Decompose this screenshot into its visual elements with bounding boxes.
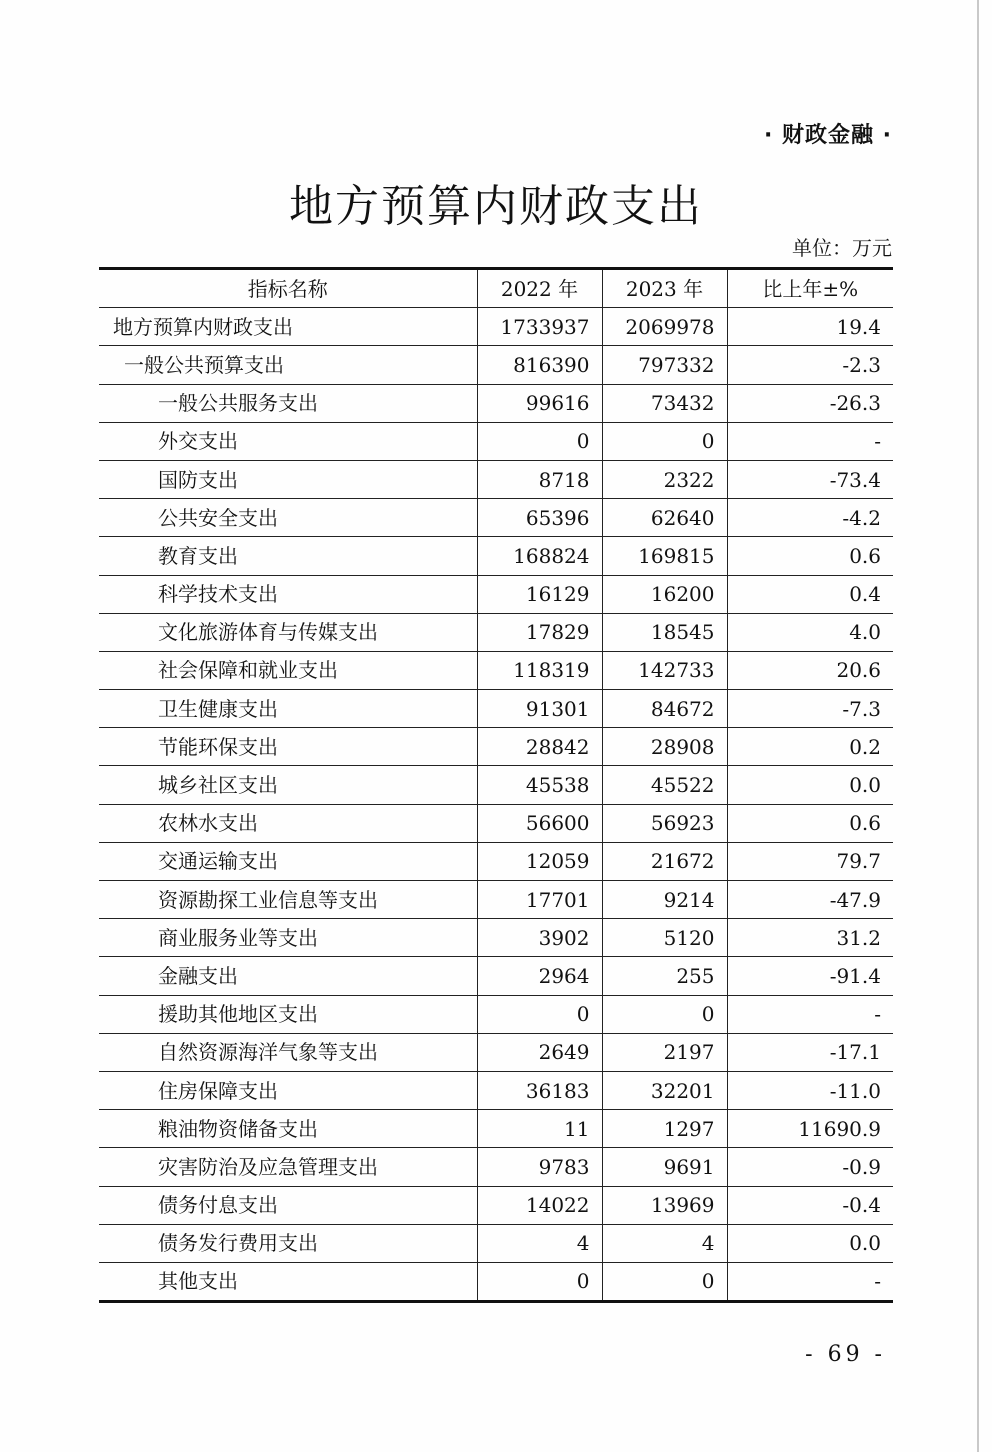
row-value-2022: 17701 (477, 881, 602, 919)
row-indicator-name: 债务付息支出 (99, 1186, 477, 1224)
row-indicator-name: 自然资源海洋气象等支出 (99, 1033, 477, 1071)
row-indicator-name: 节能环保支出 (99, 728, 477, 766)
expenditure-table (99, 267, 893, 1303)
row-change-percent: 0.4 (727, 575, 893, 613)
table-row (99, 1224, 893, 1262)
header-year-2023: 2023 年 (602, 269, 727, 308)
row-change-percent: 0.2 (727, 728, 893, 766)
row-value-2023: 5120 (602, 919, 727, 957)
table-row (99, 460, 893, 498)
row-value-2023: 0 (602, 995, 727, 1033)
table-row (99, 422, 893, 460)
row-value-2023: 32201 (602, 1071, 727, 1109)
row-value-2023: 2197 (602, 1033, 727, 1071)
row-value-2022: 45538 (477, 766, 602, 804)
row-change-percent: 31.2 (727, 919, 893, 957)
unit-label: 单位：万元 (792, 236, 892, 260)
table-row (99, 1262, 893, 1301)
row-change-percent: - (727, 1262, 893, 1301)
table-row (99, 1033, 893, 1071)
table-row (99, 1071, 893, 1109)
row-value-2023: 0 (602, 422, 727, 460)
row-change-percent: -0.4 (727, 1186, 893, 1224)
table-row (99, 881, 893, 919)
row-value-2023: 13969 (602, 1186, 727, 1224)
row-value-2022: 17829 (477, 613, 602, 651)
row-indicator-name: 资源勘探工业信息等支出 (99, 881, 477, 919)
page-number: - 69 - (805, 1342, 886, 1367)
row-value-2023: 169815 (602, 537, 727, 575)
page-title: 地方预算内财政支出 (289, 181, 703, 232)
row-value-2022: 2964 (477, 957, 602, 995)
row-value-2022: 65396 (477, 499, 602, 537)
header-year-2022: 2022 年 (477, 269, 602, 308)
row-value-2023: 797332 (602, 346, 727, 384)
row-indicator-name: 住房保障支出 (99, 1071, 477, 1109)
table-row (99, 804, 893, 842)
row-value-2023: 45522 (602, 766, 727, 804)
row-value-2022: 11 (477, 1110, 602, 1148)
row-value-2022: 168824 (477, 537, 602, 575)
row-change-percent: 0.0 (727, 1224, 893, 1262)
row-change-percent: 20.6 (727, 651, 893, 689)
row-value-2022: 99616 (477, 384, 602, 422)
row-change-percent: -91.4 (727, 957, 893, 995)
row-indicator-name: 公共安全支出 (99, 499, 477, 537)
row-change-percent: -17.1 (727, 1033, 893, 1071)
table-row (99, 766, 893, 804)
row-indicator-name: 农林水支出 (99, 804, 477, 842)
row-indicator-name: 一般公共预算支出 (99, 346, 477, 384)
row-value-2023: 4 (602, 1224, 727, 1262)
row-value-2023: 28908 (602, 728, 727, 766)
row-value-2023: 16200 (602, 575, 727, 613)
header-indicator-name: 指标名称 (247, 276, 328, 301)
row-indicator-name: 教育支出 (99, 537, 477, 575)
row-value-2022: 118319 (477, 651, 602, 689)
row-indicator-name: 粮油物资储备支出 (99, 1110, 477, 1148)
table-row (99, 384, 893, 422)
table-row (99, 919, 893, 957)
row-change-percent: -26.3 (727, 384, 893, 422)
row-indicator-name: 交通运输支出 (99, 842, 477, 880)
row-change-percent: 0.0 (727, 766, 893, 804)
row-change-percent: 0.6 (727, 537, 893, 575)
row-value-2022: 4 (477, 1224, 602, 1262)
table-row (99, 1186, 893, 1224)
row-value-2023: 2069978 (602, 308, 727, 346)
row-indicator-name: 商业服务业等支出 (99, 919, 477, 957)
row-indicator-name: 国防支出 (99, 460, 477, 498)
table-header-row (99, 269, 893, 308)
row-value-2023: 84672 (602, 690, 727, 728)
row-indicator-name: 卫生健康支出 (99, 690, 477, 728)
row-value-2022: 91301 (477, 690, 602, 728)
row-change-percent: 79.7 (727, 842, 893, 880)
row-value-2022: 36183 (477, 1071, 602, 1109)
row-value-2022: 14022 (477, 1186, 602, 1224)
row-indicator-name: 城乡社区支出 (99, 766, 477, 804)
table-row (99, 575, 893, 613)
row-value-2023: 73432 (602, 384, 727, 422)
row-change-percent: -2.3 (727, 346, 893, 384)
row-value-2023: 142733 (602, 651, 727, 689)
row-value-2022: 2649 (477, 1033, 602, 1071)
row-value-2023: 2322 (602, 460, 727, 498)
table-row (99, 537, 893, 575)
row-value-2022: 0 (477, 1262, 602, 1301)
row-change-percent: -4.2 (727, 499, 893, 537)
row-change-percent: -0.9 (727, 1148, 893, 1186)
row-value-2023: 1297 (602, 1110, 727, 1148)
table-row (99, 651, 893, 689)
row-value-2022: 816390 (477, 346, 602, 384)
table-row (99, 1110, 893, 1148)
row-value-2023: 9691 (602, 1148, 727, 1186)
table-row (99, 957, 893, 995)
row-value-2023: 18545 (602, 613, 727, 651)
row-value-2022: 28842 (477, 728, 602, 766)
table-row (99, 346, 893, 384)
row-value-2023: 62640 (602, 499, 727, 537)
table-row (99, 995, 893, 1033)
row-change-percent: 0.6 (727, 804, 893, 842)
row-value-2023: 9214 (602, 881, 727, 919)
table-row (99, 308, 893, 346)
row-change-percent: -11.0 (727, 1071, 893, 1109)
row-change-percent: -73.4 (727, 460, 893, 498)
row-indicator-name: 其他支出 (99, 1262, 477, 1301)
row-change-percent: -47.9 (727, 881, 893, 919)
row-value-2022: 0 (477, 422, 602, 460)
row-value-2022: 1733937 (477, 308, 602, 346)
row-value-2023: 21672 (602, 842, 727, 880)
row-indicator-name: 灾害防治及应急管理支出 (99, 1148, 477, 1186)
row-value-2023: 0 (602, 1262, 727, 1301)
table-row (99, 499, 893, 537)
row-change-percent: 4.0 (727, 613, 893, 651)
row-value-2022: 3902 (477, 919, 602, 957)
row-value-2023: 255 (602, 957, 727, 995)
row-indicator-name: 文化旅游体育与传媒支出 (99, 613, 477, 651)
table-row (99, 1148, 893, 1186)
row-value-2022: 56600 (477, 804, 602, 842)
row-indicator-name: 援助其他地区支出 (99, 995, 477, 1033)
row-value-2022: 12059 (477, 842, 602, 880)
table-row (99, 728, 893, 766)
row-indicator-name: 地方预算内财政支出 (99, 308, 477, 346)
row-change-percent: 19.4 (727, 308, 893, 346)
row-indicator-name: 债务发行费用支出 (99, 1224, 477, 1262)
header-change-percent: 比上年±% (727, 269, 893, 308)
row-indicator-name: 一般公共服务支出 (99, 384, 477, 422)
row-value-2022: 9783 (477, 1148, 602, 1186)
table-row (99, 842, 893, 880)
row-indicator-name: 科学技术支出 (99, 575, 477, 613)
row-value-2023: 56923 (602, 804, 727, 842)
table-row (99, 690, 893, 728)
row-value-2022: 0 (477, 995, 602, 1033)
row-change-percent: -7.3 (727, 690, 893, 728)
row-value-2022: 8718 (477, 460, 602, 498)
row-indicator-name: 外交支出 (99, 422, 477, 460)
table-row (99, 613, 893, 651)
row-indicator-name: 金融支出 (99, 957, 477, 995)
row-change-percent: 11690.9 (727, 1110, 893, 1148)
row-change-percent: - (727, 995, 893, 1033)
row-indicator-name: 社会保障和就业支出 (99, 651, 477, 689)
section-header: · 财政金融 · (763, 123, 892, 148)
row-change-percent: - (727, 422, 893, 460)
table-body (99, 308, 893, 1302)
row-value-2022: 16129 (477, 575, 602, 613)
